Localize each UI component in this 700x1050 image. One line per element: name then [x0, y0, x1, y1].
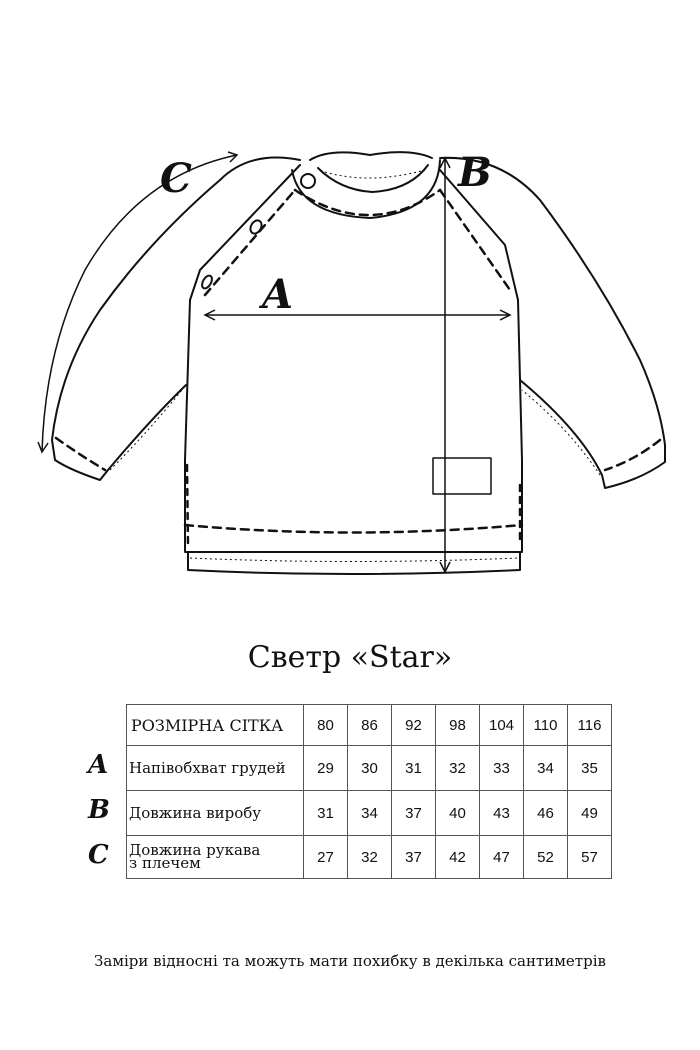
hem-band: [188, 552, 520, 574]
size-header: 86: [348, 705, 392, 746]
label-a: A: [262, 271, 294, 318]
row-label-sleeve: [127, 836, 304, 879]
table-cell: 40: [436, 791, 480, 836]
table-cell: 33: [480, 746, 524, 791]
size-header: 92: [392, 705, 436, 746]
button-2: [248, 218, 264, 235]
table-row: [127, 836, 612, 879]
row-label-chest: Напівобхват грудей: [127, 746, 304, 791]
table-cell: 32: [348, 836, 392, 879]
size-header-row: [127, 705, 612, 746]
sweater-body-outline: [185, 300, 522, 552]
table-cell: 32: [436, 746, 480, 791]
button-1: [301, 174, 315, 188]
table-cell: 43: [480, 791, 524, 836]
table-cell: 47: [480, 836, 524, 879]
table-cell: 42: [436, 836, 480, 879]
label-c: C: [160, 155, 192, 202]
table-cell: 35: [568, 746, 612, 791]
table-cell: 52: [524, 836, 568, 879]
table-row: [127, 791, 612, 836]
measure-c-arrow: [42, 155, 237, 452]
left-sleeve: [52, 158, 300, 481]
label-b: B: [458, 149, 492, 196]
table-cell: 49: [568, 791, 612, 836]
button-3: [200, 274, 214, 290]
collar: [292, 160, 440, 218]
size-header: 104: [480, 705, 524, 746]
label-tag: [433, 458, 491, 494]
size-chart-header: РОЗМІРНА СІТКА: [127, 705, 304, 746]
row-letter-c: C: [88, 840, 109, 870]
row-label-sleeve-line1: Довжина рукава: [129, 841, 261, 859]
table-cell: 31: [392, 746, 436, 791]
size-header: 80: [304, 705, 348, 746]
measurement-note: Заміри відносні та можуть мати похибку в декілька сантиметрів: [94, 952, 606, 970]
row-letter-b: B: [88, 795, 110, 825]
table-cell: 29: [304, 746, 348, 791]
table-cell: 31: [304, 791, 348, 836]
table-cell: 46: [524, 791, 568, 836]
size-header: 110: [524, 705, 568, 746]
table-cell: 27: [304, 836, 348, 879]
table-cell: 57: [568, 836, 612, 879]
right-sleeve: [440, 158, 665, 488]
product-title: Светр «Star»: [247, 640, 453, 675]
row-letter-a: A: [88, 750, 109, 780]
table-cell: 37: [392, 791, 436, 836]
size-table: [126, 704, 612, 879]
table-cell: 34: [524, 746, 568, 791]
size-header: 98: [436, 705, 480, 746]
size-header: 116: [568, 705, 612, 746]
row-label-sleeve-line2: з плечем: [129, 854, 201, 872]
table-cell: 30: [348, 746, 392, 791]
table-cell: 34: [348, 791, 392, 836]
table-cell: 37: [392, 836, 436, 879]
table-row: [127, 746, 612, 791]
row-label-length: Довжина виробу: [127, 791, 304, 836]
